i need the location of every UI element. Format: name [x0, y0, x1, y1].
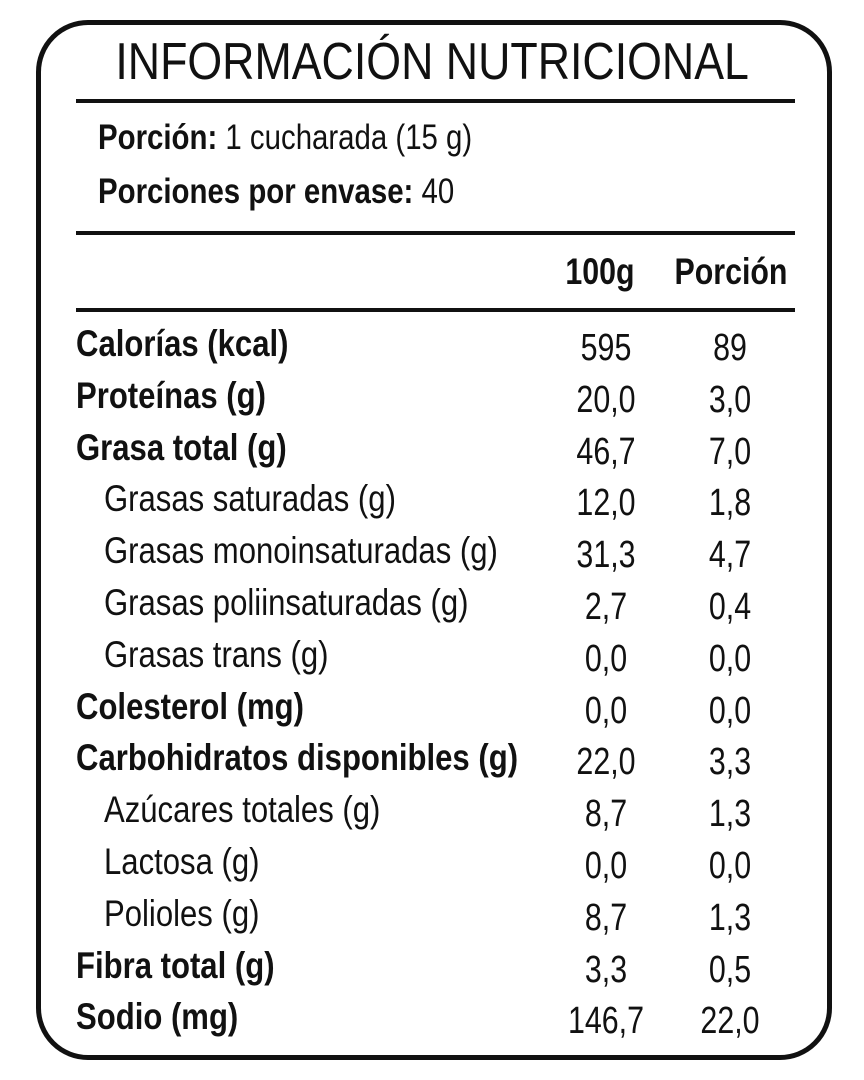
nutrient-value-100g: 31,3	[576, 534, 636, 577]
nutrient-value-portion: 3,3	[708, 741, 752, 784]
nutrient-name: Proteínas (g)	[76, 374, 266, 416]
nutrient-value-portion: 1,8	[708, 482, 752, 525]
nutrient-name: Lactosa (g)	[104, 840, 260, 882]
nutrient-row-saturated-fat	[0, 475, 864, 527]
nutrient-value-portion: 0,4	[708, 585, 752, 628]
nutrient-value-portion: 1,3	[708, 793, 752, 836]
nutrient-value-100g: 22,0	[576, 741, 636, 784]
nutrient-value-portion: 22,0	[700, 1000, 760, 1043]
serving-divider	[76, 231, 795, 235]
nutrient-value-100g: 12,0	[576, 482, 636, 525]
nutrient-row-available-carbohydrates	[0, 734, 864, 786]
nutrient-table	[0, 320, 864, 1045]
nutrient-value-portion: 0,0	[708, 637, 752, 680]
nutrient-row-cholesterol	[0, 683, 864, 735]
nutrient-row-monounsaturated-fat	[0, 527, 864, 579]
column-header-100g: 100g	[565, 251, 635, 292]
nutrient-value-portion: 0,0	[708, 844, 752, 887]
nutrient-row-polyunsaturated-fat	[0, 579, 864, 631]
nutrient-row-sodium	[0, 993, 864, 1045]
nutrient-name: Grasas monoinsaturadas (g)	[104, 530, 498, 572]
nutrient-value-100g: 46,7	[576, 430, 636, 473]
column-header-portion: Porción	[674, 251, 788, 292]
nutrient-value-portion: 4,7	[708, 534, 752, 577]
nutrient-name: Grasas trans (g)	[104, 633, 329, 675]
nutrient-value-portion: 1,3	[708, 896, 752, 939]
serving-size	[98, 116, 472, 160]
serving-size-value: 1 cucharada (15 g)	[225, 118, 473, 157]
nutrient-value-100g: 0,0	[584, 689, 628, 732]
nutrient-value-100g: 2,7	[584, 585, 628, 628]
label-title: INFORMACIÓN NUTRICIONAL	[115, 33, 749, 91]
nutrient-value-100g: 146,7	[567, 1000, 645, 1043]
nutrient-row-protein	[0, 372, 864, 424]
nutrient-row-total-fat	[0, 424, 864, 476]
nutrient-name: Carbohidratos disponibles (g)	[76, 737, 519, 779]
title-divider	[76, 99, 795, 103]
nutrient-row-calories	[0, 320, 864, 372]
nutrient-value-portion: 3,0	[708, 378, 752, 421]
nutrient-value-100g: 3,3	[584, 948, 628, 991]
nutrient-row-trans-fat	[0, 631, 864, 683]
nutrient-value-100g: 0,0	[584, 844, 628, 887]
nutrient-name: Colesterol (mg)	[76, 685, 304, 727]
nutrient-value-100g: 0,0	[584, 637, 628, 680]
servings-per-container	[98, 170, 454, 214]
nutrient-name: Polioles (g)	[104, 892, 260, 934]
nutrient-value-portion: 0,0	[708, 689, 752, 732]
nutrient-value-portion: 7,0	[708, 430, 752, 473]
nutrient-row-lactose	[0, 838, 864, 890]
nutrient-name: Fibra total (g)	[76, 944, 275, 986]
nutrient-name: Azúcares totales (g)	[104, 789, 381, 831]
nutrient-name: Grasas saturadas (g)	[104, 478, 396, 520]
nutrient-value-100g: 8,7	[584, 896, 628, 939]
servings-per-container-value: 40	[421, 172, 455, 211]
nutrient-row-polyols	[0, 890, 864, 942]
nutrient-name: Sodio (mg)	[76, 996, 239, 1038]
nutrient-row-total-sugars	[0, 786, 864, 838]
servings-per-container-label: Porciones por envase:	[98, 172, 414, 211]
nutrient-name: Grasa total (g)	[76, 426, 287, 468]
nutrient-value-100g: 595	[580, 327, 632, 369]
nutrient-value-portion: 0,5	[708, 948, 752, 991]
header-divider	[76, 308, 795, 312]
nutrient-value-100g: 8,7	[584, 793, 628, 836]
nutrient-value-portion: 89	[713, 327, 747, 369]
nutrient-value-100g: 20,0	[576, 378, 636, 421]
nutrient-name: Grasas poliinsaturadas (g)	[104, 581, 469, 623]
serving-size-label: Porción:	[98, 118, 218, 157]
nutrient-name: Calorías (kcal)	[76, 323, 289, 364]
nutrient-row-total-fiber	[0, 942, 864, 994]
